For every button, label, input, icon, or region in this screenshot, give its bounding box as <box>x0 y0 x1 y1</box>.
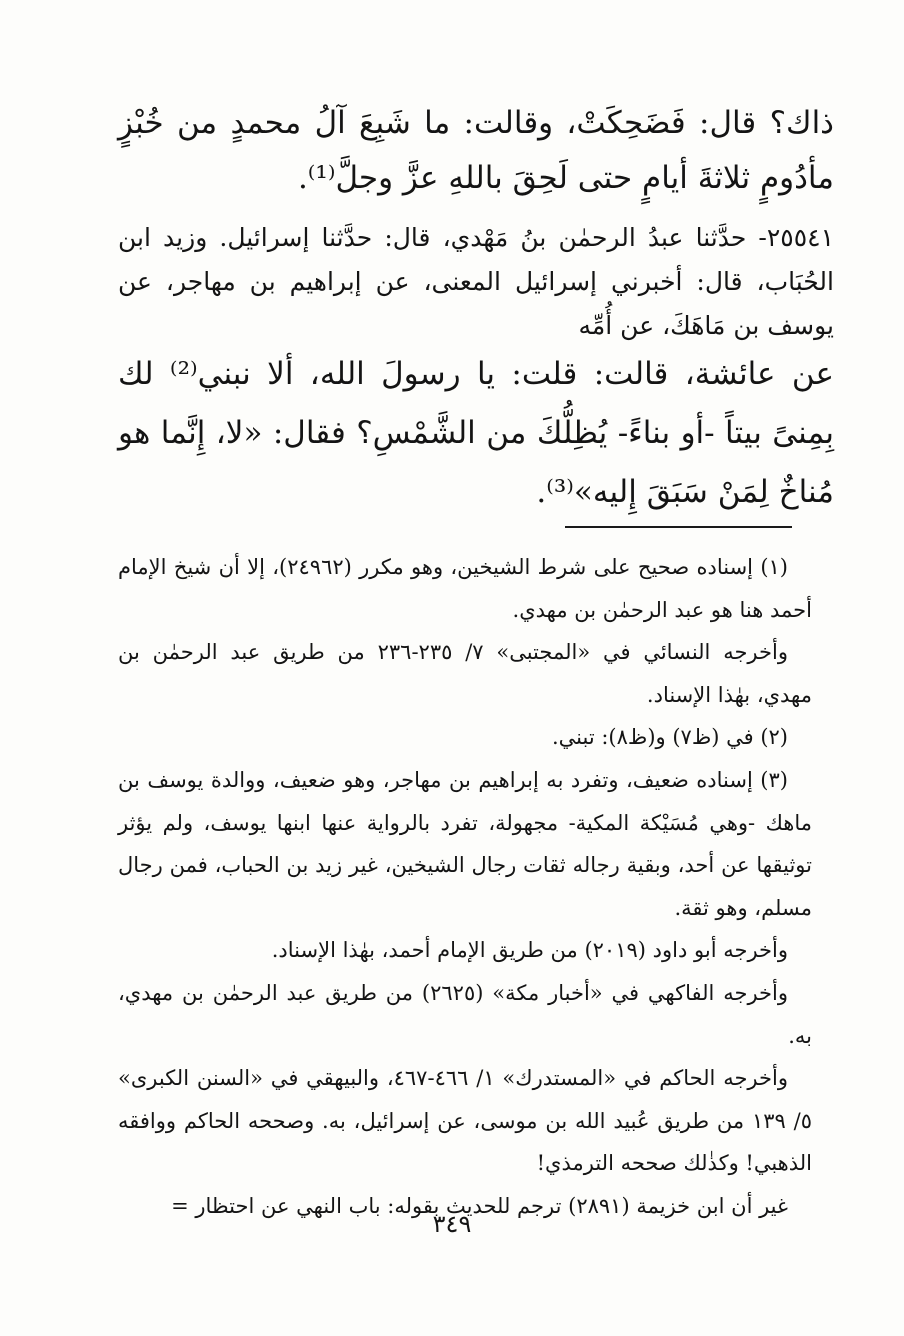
hadith-chain-paragraph: ٢٥٥٤١- حدَّثنا عبدُ الرحمٰن بنُ مَهْدي، قال: حدَّثنا إسرائيل. وزيد ابن الحُبَاب، قال: أخبرني إسرائيل المعنى، عن إبراهيم بن مهاجر، عن يوسف بن مَاهَكَ، عن أُمِّه <box>118 223 834 340</box>
footnote-paragraph: (٣) إسناده ضعيف، وتفرد به إبراهيم بن مهاجر، وهو ضعيف، ووالدة يوسف بن ماهك -وهي مُسَيْكة المكية- مجهولة، تفرد بالرواية عنها ابنها يوسف، ولم يؤثر توثيقها عن أحد، وبقية رجاله ثقات رجال الشيخين، غير زيد بن الحباب، فمن رجال مسلم، وهو ثقة. <box>118 767 812 920</box>
footnote-paragraph: وأخرجه الحاكم في «المستدرك» ١/ ٤٦٦-٤٦٧، والبيهقي في «السنن الكبرى» ٥/ ١٣٩ من طريق عُبيد الله بن موسى، عن إسرائيل، به. وصححه الحاكم ووافقه الذهبي! وكذٰلك صححه الترمذي! <box>118 1066 812 1176</box>
footnote-paragraph: (٢) في (ظ٧) و(ظ٨): تبني. <box>551 725 788 750</box>
footnote-paragraph: غير أن ابن خزيمة (٢٨٩١) ترجم للحديث بقوله: باب النهي عن احتظار = <box>171 1193 788 1218</box>
main-paragraph-2: عن عائشة، قالت: قلت: يا رسولَ الله، ألا نبني⁽²⁾ لك بِمِنىً بيتاً -أو بناءً- يُظِلُّكَ من الشَّمْسِ؟ فقال: «لا، إِنَّما هو مُناخٌ لِمَنْ سَبَقَ إِليه»⁽³⁾. <box>118 356 835 510</box>
footnote-paragraph: وأخرجه أبو داود (٢٠١٩) من طريق الإمام أحمد، بهٰذا الإسناد. <box>271 938 788 963</box>
footnote-paragraph: وأخرجه النسائي في «المجتبى» ٧/ ٢٣٥-٢٣٦ من طريق عبد الرحمٰن بن مهدي، بهٰذا الإسناد. <box>118 640 812 707</box>
footnote-separator <box>565 526 792 528</box>
page-number: ٣٤٩ <box>432 1210 472 1238</box>
footnotes-block <box>118 546 812 1228</box>
footnote-paragraph: (١) إسناده صحيح على شرط الشيخين، وهو مكرر (٢٤٩٦٢)، إلا أن شيخ الإمام أحمد هنا هو عبد الرحمٰن بن مهدي. <box>118 555 812 622</box>
footnote-paragraph: وأخرجه الفاكهي في «أخبار مكة» (٢٦٢٥) من طريق عبد الرحمٰن بن مهدي، به. <box>118 980 812 1048</box>
main-paragraph-1: ذاك؟ قال: فَضَحِكَتْ، وقالت: ما شَبِعَ آلُ محمدٍ من خُبْزٍ مأدُومٍ ثلاثةَ أيامٍ حتى لَحِقَ باللهِ عزَّ وجلَّ⁽¹⁾. <box>118 105 834 196</box>
